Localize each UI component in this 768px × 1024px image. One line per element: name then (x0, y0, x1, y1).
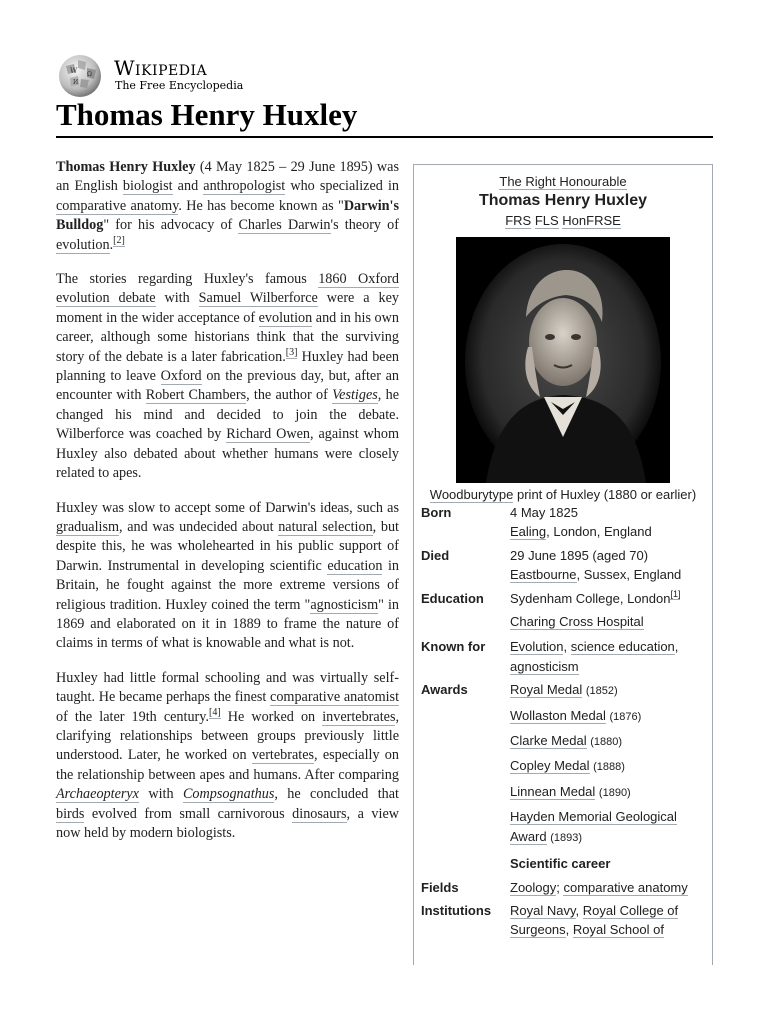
value-born (510, 503, 707, 542)
label-died: Died (421, 547, 450, 563)
svg-text:W: W (70, 67, 78, 75)
education-sydenham: Sydenham College, London (510, 590, 671, 606)
award-year: (1876) (609, 710, 642, 723)
portrait-caption (414, 485, 712, 504)
link-anthropologist[interactable]: anthropologist (203, 178, 286, 195)
link-award-wollaston-medal[interactable]: Wollaston Medal (510, 707, 606, 723)
link-eastbourne[interactable]: Eastbourne (510, 567, 577, 583)
label-born: Born (421, 505, 452, 520)
link-robert-chambers[interactable]: Robert Chambers (145, 387, 247, 404)
link-award-hayden-memorial[interactable]: Hayden Memorial Geological Award (510, 809, 677, 844)
value-died (510, 546, 707, 585)
page-title: Thomas Henry Huxley (56, 97, 358, 132)
value-education (510, 589, 707, 632)
portrait-image[interactable] (456, 237, 670, 483)
link-agnosticism[interactable]: agnosticism (310, 596, 379, 613)
paragraph-schooling (56, 669, 399, 844)
wordmark-text: Wikipedia (114, 56, 208, 80)
label-institutions: Institutions (421, 902, 492, 918)
text: , he concluded that (274, 786, 399, 803)
link-evolution[interactable]: evolution (258, 309, 313, 326)
link-award-copley-medal[interactable]: Copley Medal (510, 758, 590, 774)
link-evolution[interactable]: evolution (56, 236, 110, 253)
link-fls[interactable]: FLS (534, 213, 559, 229)
wikipedia-globe-logo[interactable] (56, 54, 104, 98)
link-oxford-debate[interactable]: 1860 Oxford evolution debate (56, 271, 399, 307)
award-year: (1888) (593, 761, 625, 774)
text: , against whom Huxley also debated about whether humans were closely related to apes. (56, 426, 400, 482)
sep: , (575, 902, 583, 918)
text: The stories regarding Huxley's famous (56, 271, 319, 288)
text: " for his advocacy of (103, 217, 239, 234)
text: Huxley was slow to accept some of Darwin's ideas, such as (56, 499, 399, 516)
text: with (155, 290, 199, 307)
text: . (109, 236, 114, 253)
sep: , (565, 922, 573, 938)
sep: , (563, 639, 571, 655)
row-institutions (421, 901, 707, 940)
link-comparative-anatomist[interactable]: comparative anatomist (270, 689, 400, 706)
link-woodburytype[interactable]: Woodburytype (429, 486, 514, 502)
svg-text:Ω: Ω (87, 71, 92, 78)
text: " in 1869 and elaborated on it in 1889 to frame the nature of claims in terms of what is knowable and what is not. (56, 596, 399, 652)
link-honfrse[interactable]: HonFRSE (562, 213, 621, 229)
sep: , (674, 639, 679, 655)
link-education[interactable]: education (327, 557, 383, 574)
citation-3[interactable]: [3] (285, 346, 298, 358)
link-archaeopteryx[interactable]: Archaeopteryx (56, 786, 139, 803)
text: . He has become known as " (178, 197, 344, 214)
row-awards (421, 680, 707, 848)
nickname: Darwin's Bulldog (56, 197, 399, 234)
paragraph-debate (56, 270, 399, 483)
link-award-clarke-medal[interactable]: Clarke Medal (510, 733, 587, 749)
link-agnosticism-known[interactable]: agnosticism (510, 658, 579, 674)
text: , and was undecided about (119, 518, 279, 535)
text: Huxley had been planning to leave (56, 348, 399, 385)
infobox-data-table (421, 503, 707, 940)
citation-4[interactable]: [4] (209, 706, 221, 718)
row-scientific-career (421, 854, 707, 873)
link-samuel-wilberforce[interactable]: Samuel Wilberforce (198, 290, 318, 307)
text: evolved from small carnivorous (84, 805, 293, 822)
text: He worked on (220, 708, 323, 725)
link-ealing[interactable]: Ealing (510, 524, 547, 540)
award-year: (1893) (550, 831, 583, 844)
born-date: 4 May 1825 (510, 505, 578, 520)
link-charles-darwin[interactable]: Charles Darwin (238, 217, 331, 234)
died-place-text: , Sussex, England (576, 567, 682, 583)
text: and (172, 178, 204, 195)
text: on the previous day, but, after an encounter with (56, 368, 399, 404)
link-award-linnean-medal[interactable]: Linnean Medal (510, 783, 596, 799)
link-gradualism[interactable]: gradualism (56, 518, 120, 535)
infobox (413, 164, 713, 965)
link-evolution-known[interactable]: Evolution (510, 639, 564, 655)
value-institutions (510, 901, 707, 940)
text: 's theory of (330, 217, 399, 234)
text: , but despite this, he was wholehearted in his public support of Darwin. Instrumental in developing scientific (56, 518, 399, 574)
award-year: (1880) (590, 736, 623, 749)
row-known-for (421, 637, 707, 676)
wikipedia-tagline: The Free Encyclopedia (115, 79, 244, 92)
text: , especially on the relationship between apes and humans. After comparing (56, 747, 399, 783)
born-place-text: , London, England (546, 524, 652, 540)
label-awards: Awards (421, 682, 468, 698)
link-invertebrates[interactable]: invertebrates (322, 708, 396, 725)
link-charing-cross-hospital[interactable]: Charing Cross Hospital (510, 614, 644, 630)
link-frs[interactable]: FRS (505, 213, 532, 229)
link-honorific[interactable]: The Right Honourable (499, 174, 627, 189)
link-richard-owen[interactable]: Richard Owen (226, 426, 310, 443)
award-year: (1890) (598, 786, 631, 799)
row-died (421, 546, 707, 585)
link-comparative-anatomy-field[interactable]: comparative anatomy (563, 879, 688, 895)
sep: ; (556, 879, 564, 895)
label-known-for: Known for (421, 639, 486, 655)
link-natural-selection[interactable]: natural selection (278, 518, 373, 535)
award-year: (1852) (585, 685, 618, 698)
text: with (138, 786, 183, 803)
infobox-name: Thomas Henry Huxley (478, 192, 648, 210)
wikipedia-wordmark[interactable] (114, 56, 207, 80)
link-vertebrates[interactable]: vertebrates (251, 747, 315, 764)
text: , the author of (246, 387, 333, 404)
text: , clarifying relationships between groups previously little understood. Later, he worked on (56, 708, 400, 764)
svg-text:И: И (73, 79, 79, 86)
title-divider (56, 136, 713, 138)
died-date: 29 June 1895 (aged 70) (510, 547, 649, 563)
paragraph-darwin-ideas (56, 499, 399, 654)
text: Huxley had little formal schooling and was virtually self-taught. He became perhaps the finest (56, 669, 399, 706)
citation-1[interactable]: [1] (670, 589, 681, 600)
section-header-scientific-career: Scientific career (510, 856, 611, 872)
paragraph-intro (56, 158, 399, 255)
link-vestiges[interactable]: Vestiges (332, 387, 378, 404)
link-oxford[interactable]: Oxford (160, 368, 202, 385)
article-body (56, 158, 399, 858)
text: and in his own career, although some historians think that the surviving story of the debate is a later fabrication. (56, 309, 399, 365)
text: (4 May 1825 – 29 June 1895) was an English (56, 159, 399, 195)
value-awards (510, 680, 707, 848)
label-education: Education (421, 590, 484, 606)
text: of the later 19th century. (56, 708, 209, 725)
label-fields: Fields (421, 879, 459, 895)
link-biologist[interactable]: biologist (122, 178, 173, 195)
text: , he changed his mind and decided to join the debate. Wilberforce was coached by (56, 387, 399, 443)
value-known-for (510, 637, 707, 676)
row-education (421, 589, 707, 632)
text: who specialized in (285, 178, 399, 195)
caption-text: print of Huxley (1880 or earlier) (513, 486, 697, 502)
link-science-education[interactable]: science education (570, 639, 675, 655)
subject-name: Thomas Henry Huxley (56, 159, 196, 175)
link-birds[interactable]: birds (56, 805, 85, 822)
row-born (421, 503, 707, 542)
citation-2[interactable]: [2] (113, 234, 125, 246)
link-award-royal-medal[interactable]: Royal Medal (510, 682, 583, 698)
infobox-postnominals (414, 211, 712, 230)
link-dinosaurs[interactable]: dinosaurs (292, 805, 347, 822)
row-fields (421, 878, 707, 897)
link-royal-school-of[interactable]: Royal School of (572, 922, 664, 938)
link-royal-navy[interactable]: Royal Navy (510, 902, 576, 918)
text: were a key moment in the wider acceptance of (56, 290, 399, 326)
link-zoology[interactable]: Zoology (510, 879, 557, 895)
link-compsognathus[interactable]: Compsognathus (182, 786, 275, 803)
text: , a view now held by modern biologists. (56, 805, 399, 841)
infobox-honorific (414, 172, 712, 191)
text: in Britain, he fought against the more extreme versions of religious tradition. Huxley coined the term " (56, 557, 399, 613)
value-fields (510, 878, 707, 897)
link-comparative-anatomy[interactable]: comparative anatomy (56, 197, 179, 214)
link-royal-college-of-surgeons[interactable]: Royal College of Surgeons (510, 902, 679, 938)
